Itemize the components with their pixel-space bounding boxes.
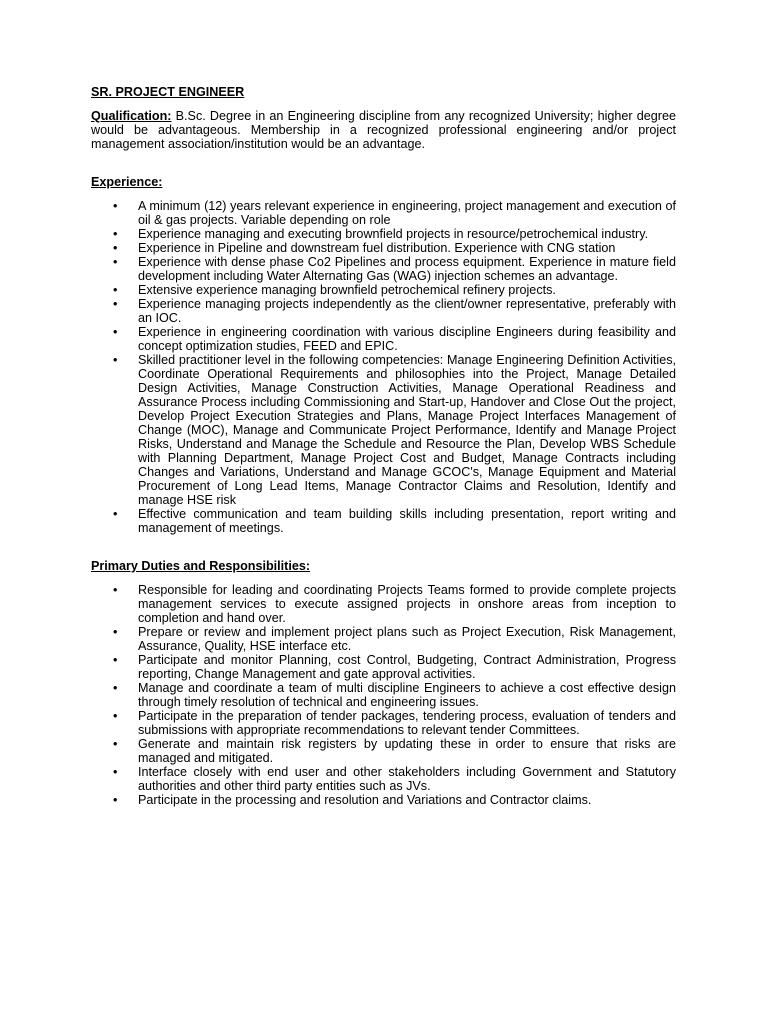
- bullet-icon: •: [113, 709, 118, 723]
- list-item: [91, 283, 676, 297]
- bullet-icon: •: [113, 199, 118, 213]
- bullet-icon: •: [113, 241, 118, 255]
- list-item-text: Experience managing and executing brownfield projects in resource/petrochemical industry.: [138, 227, 649, 241]
- list-item-text: Prepare or review and implement project plans such as Project Execution, Risk Management, Assurance, Quality, HSE interface etc.: [138, 625, 676, 653]
- experience-heading: Experience:: [91, 175, 163, 189]
- duties-heading: Primary Duties and Responsibilities:: [91, 559, 311, 573]
- bullet-icon: •: [113, 583, 118, 597]
- list-item-text: Extensive experience managing brownfield petrochemical refinery projects.: [138, 283, 556, 297]
- list-item: [91, 709, 676, 737]
- list-item: [91, 583, 676, 625]
- experience-list: [91, 199, 676, 535]
- list-item: [91, 241, 676, 255]
- list-item: [91, 625, 676, 653]
- bullet-icon: •: [113, 255, 118, 269]
- list-item: [91, 297, 676, 325]
- list-item: [91, 353, 676, 507]
- document-page: [91, 85, 676, 831]
- list-item-text: A minimum (12) years relevant experience in engineering, project management and execution of oil & gas projects. Variable depending on role: [138, 199, 676, 227]
- bullet-icon: •: [113, 737, 118, 751]
- bullet-icon: •: [113, 681, 118, 695]
- list-item-text: Skilled practitioner level in the following competencies: Manage Engineering Definition Activities, Coordinate Operational Requirements and philosophies into the Project, Manage Detailed Design Activities, Manage Construction Activities, Manage Operational Readiness and Assurance Process including Commissioning and Start-up, Handover and Close Out the project, Develop Project Execution Strategies and Plans, Manage Project Interfaces Management of Change (MOC), Manage and Communicate Project Performance, Identify and Manage Project Risks, Understand and Manage the Schedule and Resource the Plan, Develop WBS Schedule with Planning Department, Manage Project Cost and Budget, Manage Contracts including Changes and Variations, Understand and Manage GCOC's, Manage Equipment and Material Procurement of Long Lead Items, Manage Contractor Claims and Resolution, Identify and manage HSE risk: [138, 353, 676, 507]
- list-item-text: Effective communication and team building skills including presentation, report writing and management of meetings.: [138, 507, 676, 535]
- list-item: [91, 737, 676, 765]
- list-item-text: Manage and coordinate a team of multi discipline Engineers to achieve a cost effective design through timely resolution of technical and engineering issues.: [138, 681, 676, 709]
- list-item-text: Participate and monitor Planning, cost Control, Budgeting, Contract Administration, Progress reporting, Change Management and gate approval activities.: [138, 653, 676, 681]
- list-item-text: Responsible for leading and coordinating Projects Teams formed to provide complete projects management services to execute assigned projects in onshore areas from inception to completion and hand over.: [138, 583, 676, 625]
- bullet-icon: •: [113, 297, 118, 311]
- bullet-icon: •: [113, 325, 118, 339]
- list-item: [91, 325, 676, 353]
- bullet-icon: •: [113, 283, 118, 297]
- list-item: [91, 765, 676, 793]
- list-item-text: Experience in Pipeline and downstream fuel distribution. Experience with CNG station: [138, 241, 616, 255]
- bullet-icon: •: [113, 625, 118, 639]
- qualification-text: B.Sc. Degree in an Engineering discipline from any recognized University; higher degree would be advantageous. Membership in a recognized professional engineering and/or project management association/institution would be an advantage.: [91, 109, 676, 151]
- bullet-icon: •: [113, 765, 118, 779]
- list-item-text: Interface closely with end user and other stakeholders including Government and Statutory authorities and other third party entities such as JVs.: [138, 765, 676, 793]
- list-item: [91, 227, 676, 241]
- list-item: [91, 507, 676, 535]
- qualification-label: Qualification:: [91, 109, 172, 123]
- duties-list: [91, 583, 676, 807]
- bullet-icon: •: [113, 227, 118, 241]
- list-item-text: Generate and maintain risk registers by updating these in order to ensure that risks are managed and mitigated.: [138, 737, 676, 765]
- bullet-icon: •: [113, 507, 118, 521]
- bullet-icon: •: [113, 653, 118, 667]
- list-item-text: Experience in engineering coordination with various discipline Engineers during feasibility and concept optimization studies, FEED and EPIC.: [138, 325, 676, 353]
- list-item: [91, 793, 676, 807]
- list-item: [91, 653, 676, 681]
- list-item: [91, 681, 676, 709]
- qualification-paragraph: [91, 109, 676, 151]
- list-item: [91, 255, 676, 283]
- list-item-text: Participate in the preparation of tender packages, tendering process, evaluation of tenders and submissions with appropriate recommendations to relevant tender Committees.: [138, 709, 676, 737]
- bullet-icon: •: [113, 793, 118, 807]
- bullet-icon: •: [113, 353, 118, 367]
- list-item-text: Participate in the processing and resolution and Variations and Contractor claims.: [138, 793, 592, 807]
- list-item-text: Experience with dense phase Co2 Pipelines and process equipment. Experience in mature field development including Water Alternating Gas (WAG) injection schemes an advantage.: [138, 255, 676, 283]
- list-item: [91, 199, 676, 227]
- list-item-text: Experience managing projects independently as the client/owner representative, preferably with an IOC.: [138, 297, 676, 325]
- job-title: SR. PROJECT ENGINEER: [91, 85, 245, 99]
